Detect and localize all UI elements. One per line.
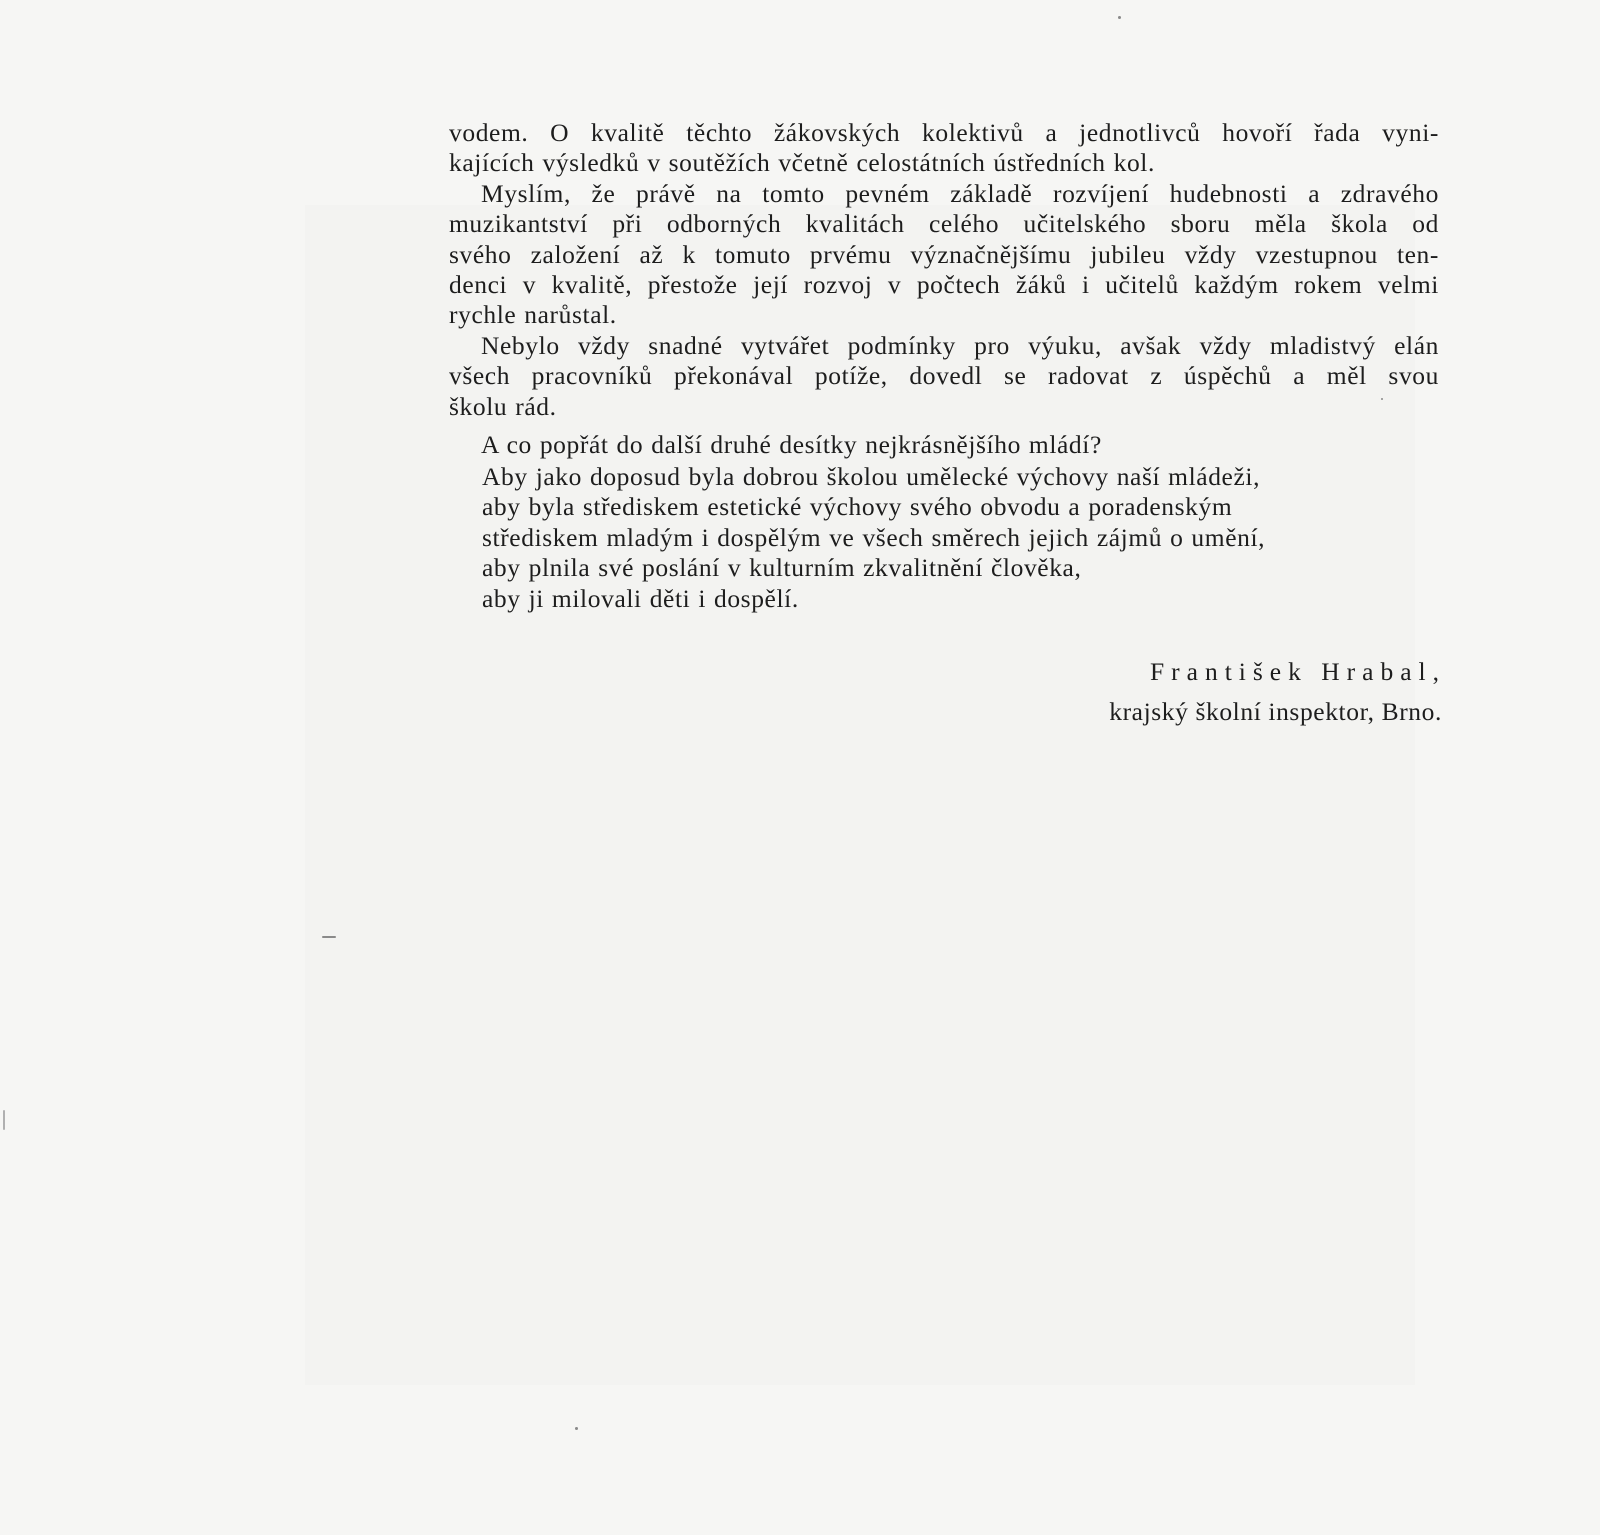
scan-speck: [575, 1427, 578, 1430]
scan-speck: [1118, 16, 1121, 19]
text-line: vodem. O kvalitě těchto žákovských kolektivů a jednotlivců hovoří řada vyni-: [449, 118, 1439, 147]
wish-line: aby plnila své poslání v kulturním zkvalitnění člověka,: [482, 553, 1082, 583]
text-line: A co popřát do další druhé desítky nejkrásnějšího mládí?: [481, 430, 1102, 460]
signature-name: František Hrabal,: [1149, 657, 1446, 686]
scan-speck: [3, 1110, 5, 1130]
text-line: školu rád.: [449, 391, 557, 421]
text-line: Nebylo vždy snadné vytvářet podmínky pro výuku, avšak vždy mladistvý elán: [481, 330, 1439, 360]
wish-line: aby ji milovali děti i dospělí.: [482, 583, 799, 613]
text-line: muzikantství při odborných kvalitách celého učitelského sboru měla škola od: [449, 209, 1439, 239]
text-line: všech pracovníků překonával potíže, dovedl se radovat z úspěchů a měl svou: [449, 361, 1439, 391]
text-line: Myslím, že právě na tomto pevném základě rozvíjení hudebnosti a zdravého: [481, 178, 1439, 208]
paragraph-gap: [449, 422, 1439, 430]
body-text: [449, 118, 1439, 460]
wish-line: střediskem mladým i dospělým ve všech směrech jejich zájmů o umění,: [482, 522, 1266, 552]
scan-speck: [1381, 398, 1383, 400]
signature-block: [1109, 652, 1446, 732]
text-line: svého založení až k tomuto prvému význačnějšímu jubileu vždy vzestupnou ten-: [449, 239, 1439, 269]
text-line: rychle narůstal.: [449, 300, 617, 330]
signature-role: krajský školní inspektor, Brno.: [1109, 697, 1442, 726]
wish-line: Aby jako doposud byla dobrou školou umělecké výchovy naší mládeži,: [482, 462, 1261, 491]
scan-speck: [322, 936, 336, 938]
text-line: kajících výsledků v soutěžích včetně celostátních ústředních kol.: [449, 148, 1155, 178]
text-line: denci v kvalitě, přestože její rozvoj v počtech žáků i učitelů každým rokem velmi: [449, 270, 1439, 300]
wishes-list: [482, 462, 1265, 614]
wish-line: aby byla střediskem estetické výchovy svého obvodu a poradenským: [482, 492, 1233, 522]
